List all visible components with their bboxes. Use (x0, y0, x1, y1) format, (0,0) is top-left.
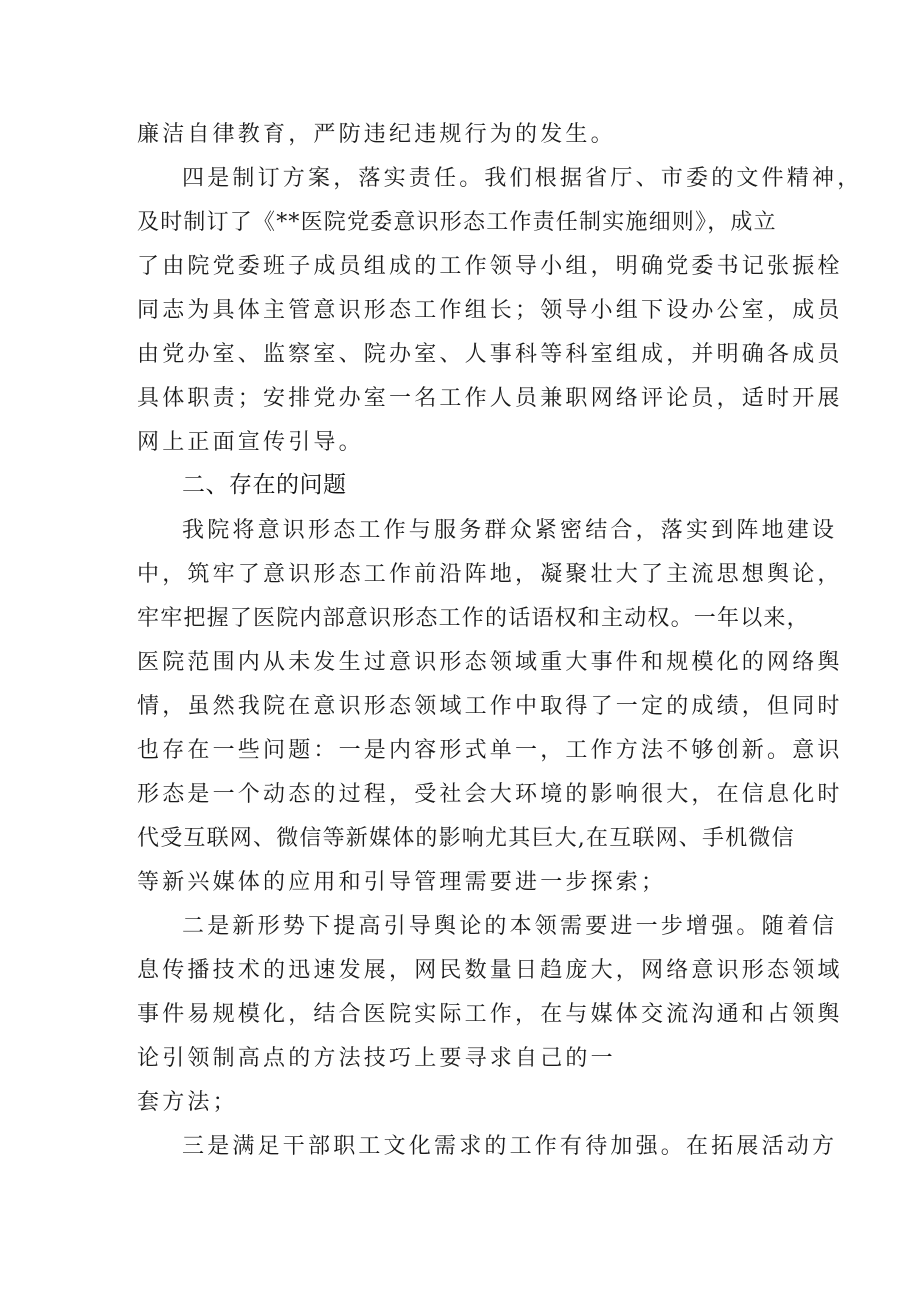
text-line: 廉洁自律教育，严防违纪违规行为的发生。 (137, 122, 616, 147)
text-line: 及时制订了《**医院党委意识形态工作责任制实施细则》，成立 (137, 210, 777, 235)
text-line: 二是新形势下提高引导舆论的本领需要进一步增强。随着信 (182, 914, 838, 939)
text-line: 等新兴媒体的应用和引导管理需要进一步探索； (137, 870, 667, 895)
text-line: 同志为具体主管意识形态工作组长；领导小组下设办公室，成员 (137, 298, 843, 323)
text-line: 息传播技术的迅速发展，网民数量日趋庞大，网络意识形态领域 (137, 958, 843, 983)
text-line: 具体职责；安排党办室一名工作人员兼职网络评论员，适时开展 (137, 386, 843, 411)
text-line: 论引领制高点的方法技巧上要寻求自己的一 (137, 1046, 616, 1071)
text-line: 网上正面宣传引导。 (137, 430, 364, 455)
text-line: 也存在一些问题：一是内容形式单一，工作方法不够创新。意识 (137, 738, 843, 763)
text-line: 四是制订方案，落实责任。我们根据省厅、市委的文件精神， (182, 166, 863, 191)
text-line: 情，虽然我院在意识形态领域工作中取得了一定的成绩，但同时 (137, 694, 843, 719)
text-line: 由党办室、监察室、院办室、人事科等科室组成，并明确各成员 (137, 342, 843, 367)
text-line: 事件易规模化，结合医院实际工作，在与媒体交流沟通和占领舆 (137, 1002, 843, 1027)
text-line: 三是满足干部职工文化需求的工作有待加强。在拓展活动方 (182, 1134, 838, 1159)
text-line: 我院将意识形态工作与服务群众紧密结合，落实到阵地建设 (182, 518, 838, 543)
text-line: 套方法； (137, 1090, 238, 1115)
text-line: 了由院党委班子成员组成的工作领导小组，明确党委书记张振栓 (137, 254, 843, 279)
text-line: 医院范围内从未发生过意识形态领域重大事件和规模化的网络舆 (137, 650, 843, 675)
text-line: 代受互联网、微信等新媒体的影响尤其巨大,在互联网、手机微信 (137, 826, 795, 851)
text-line: 牢牢把握了医院内部意识形态工作的话语权和主动权。一年以来， (137, 606, 810, 631)
section-heading: 二、存在的问题 (182, 472, 347, 498)
text-line: 形态是一个动态的过程，受社会大环境的影响很大，在信息化时 (137, 782, 843, 807)
text-line: 中，筑牢了意识形态工作前沿阵地，凝聚壮大了主流思想舆论， (137, 562, 843, 587)
